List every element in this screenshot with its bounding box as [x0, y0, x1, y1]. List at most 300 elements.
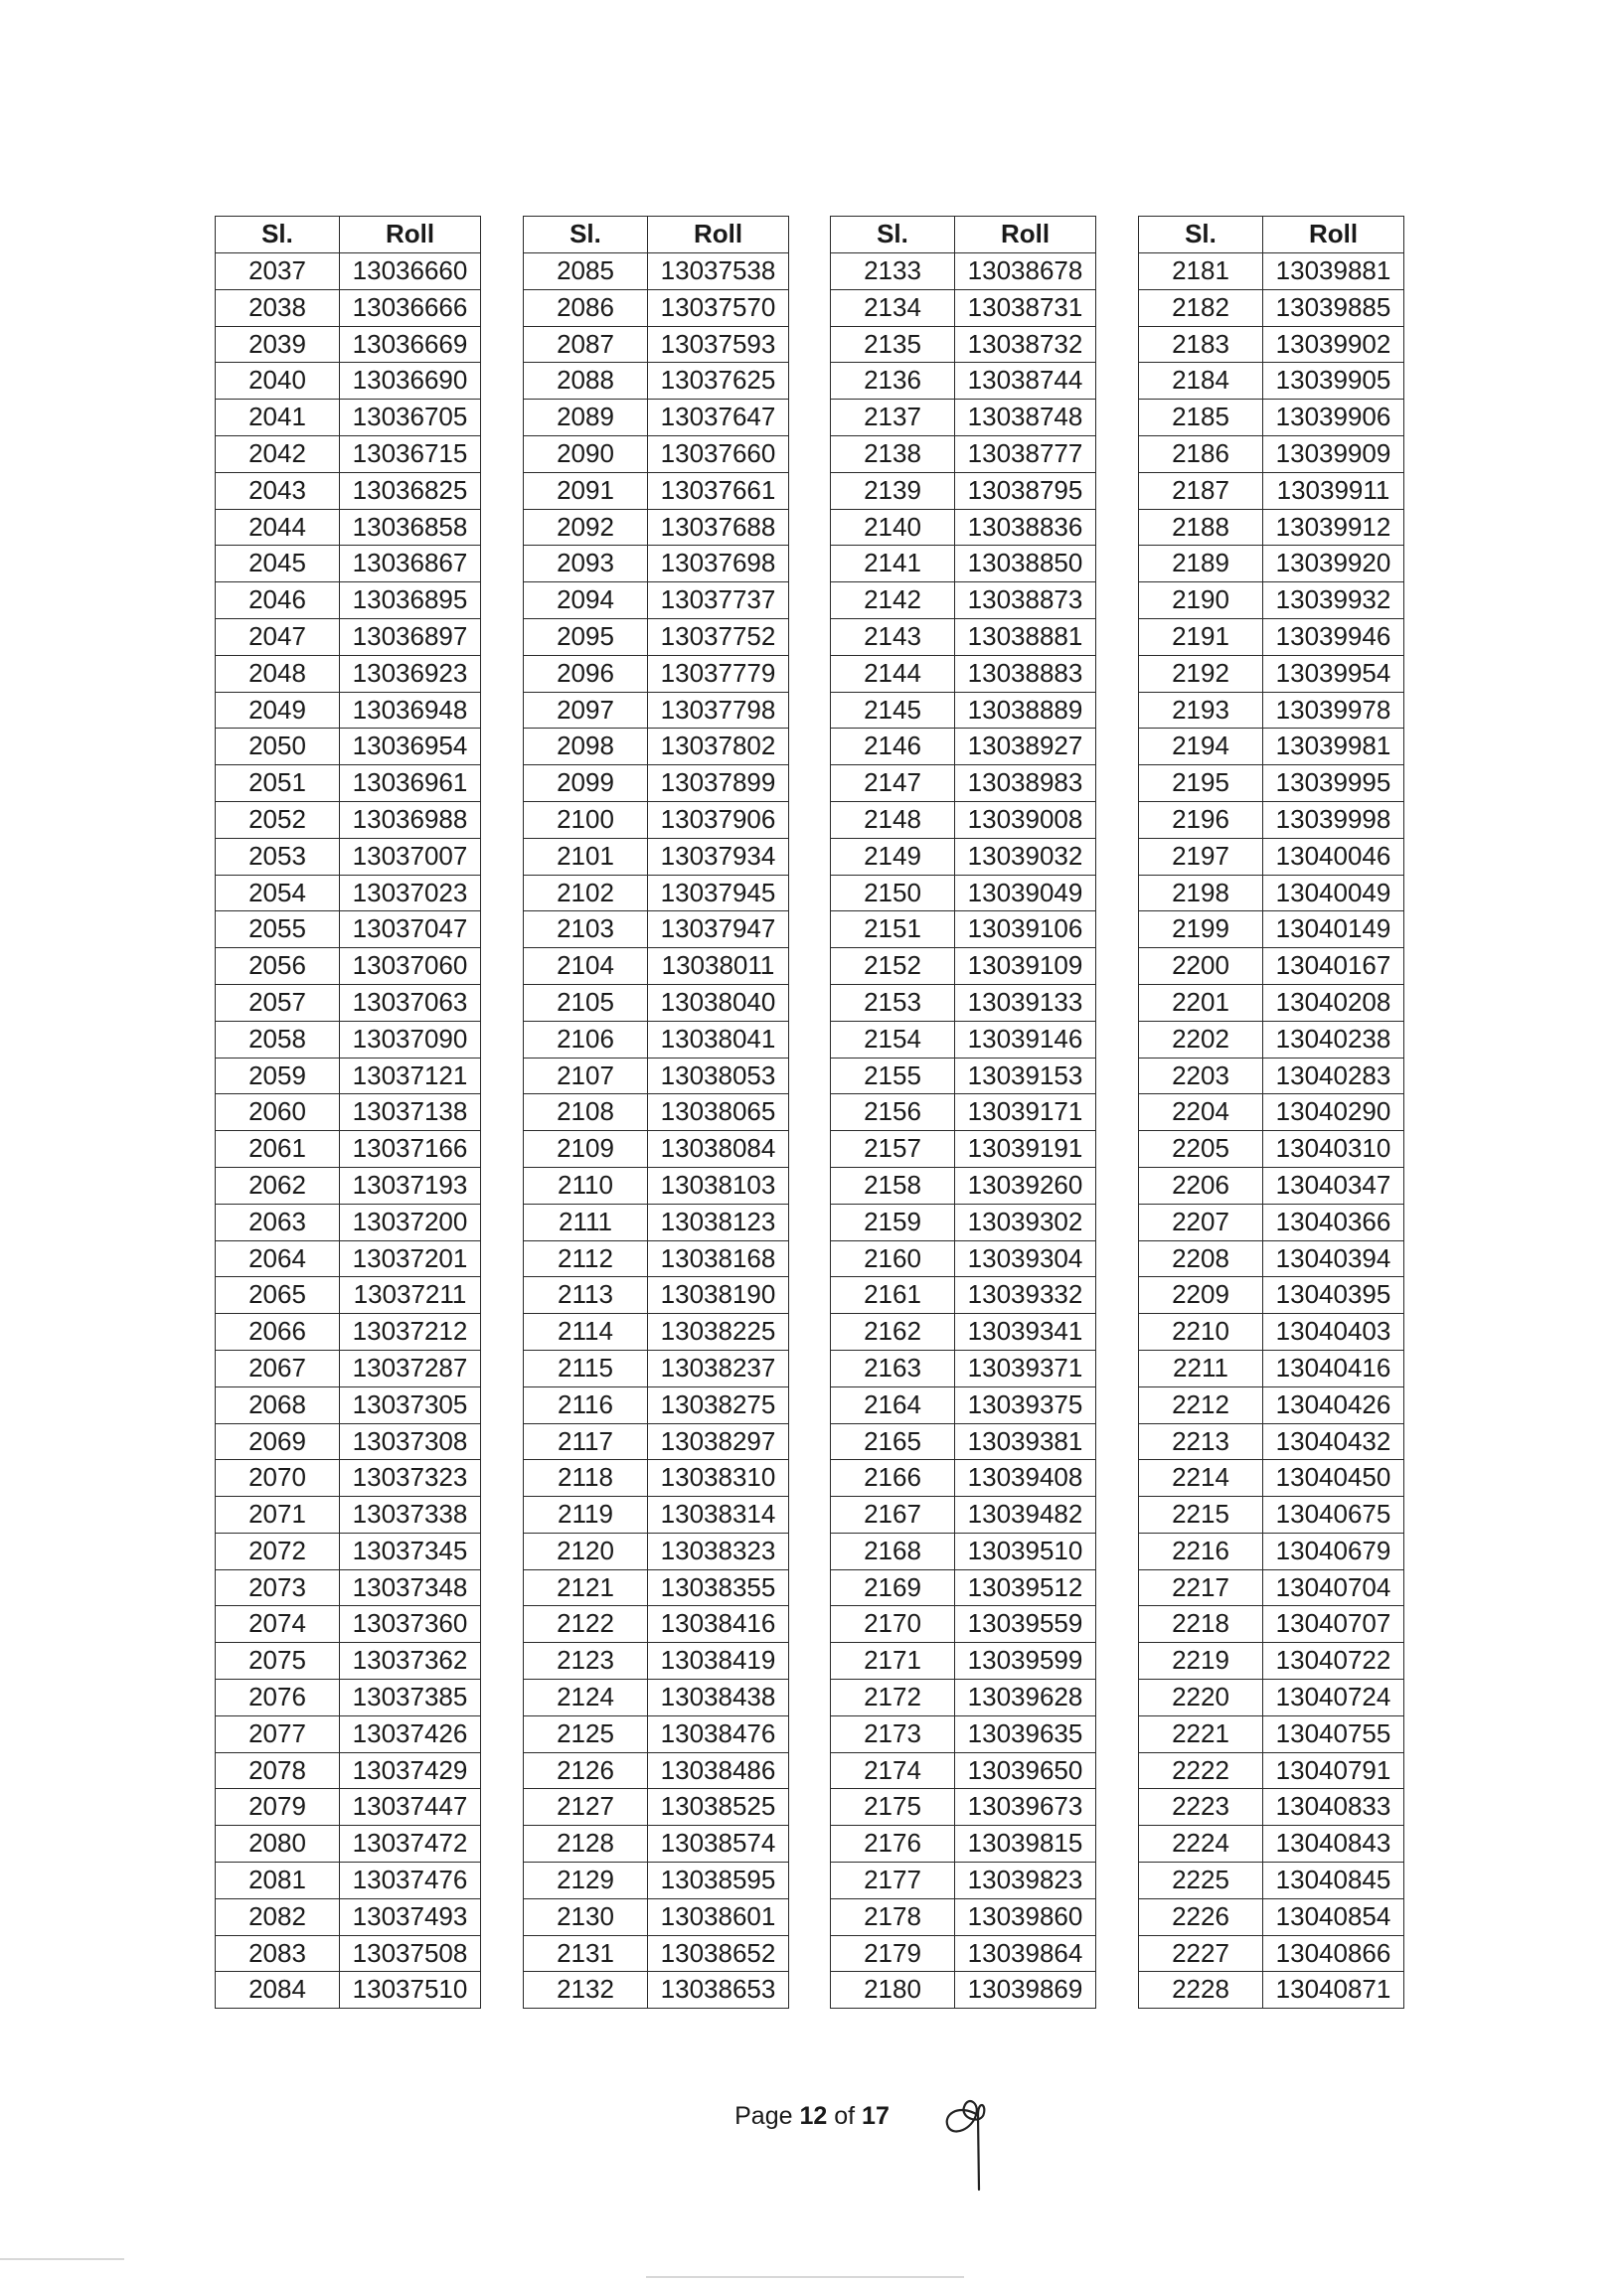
table-row — [1139, 1094, 1404, 1131]
roll-cell: 13037201 — [340, 1240, 481, 1277]
sl-cell: 2068 — [216, 1386, 340, 1423]
roll-cell: 13040724 — [1263, 1680, 1404, 1716]
roll-cell: 13040310 — [1263, 1131, 1404, 1168]
sl-cell: 2077 — [216, 1715, 340, 1752]
roll-cell: 13040403 — [1263, 1314, 1404, 1351]
table-row — [216, 1752, 481, 1789]
sl-cell: 2045 — [216, 546, 340, 582]
table-row — [216, 1789, 481, 1826]
sl-cell: 2189 — [1139, 546, 1263, 582]
sl-cell: 2143 — [831, 618, 955, 655]
table-row — [524, 1898, 789, 1935]
sl-cell: 2054 — [216, 875, 340, 911]
sl-cell: 2105 — [524, 984, 648, 1021]
sl-cell: 2050 — [216, 729, 340, 765]
sl-cell: 2044 — [216, 509, 340, 546]
sl-cell: 2201 — [1139, 984, 1263, 1021]
sl-cell: 2197 — [1139, 838, 1263, 875]
sl-cell: 2151 — [831, 911, 955, 948]
table-row — [524, 472, 789, 509]
table-row — [524, 1643, 789, 1680]
roll-cell: 13038748 — [955, 400, 1096, 436]
roll-cell: 13039815 — [955, 1826, 1096, 1863]
sl-cell: 2059 — [216, 1058, 340, 1094]
roll-cell: 13038795 — [955, 472, 1096, 509]
sl-cell: 2178 — [831, 1898, 955, 1935]
sl-cell: 2142 — [831, 582, 955, 619]
sl-cell: 2081 — [216, 1863, 340, 1899]
roll-cell: 13037538 — [648, 253, 789, 290]
table-row — [216, 1277, 481, 1314]
table-row — [216, 1972, 481, 2009]
roll-cell: 13039375 — [955, 1386, 1096, 1423]
sl-cell: 2130 — [524, 1898, 648, 1935]
roll-cell: 13036666 — [340, 289, 481, 326]
table-row — [524, 765, 789, 802]
roll-cell: 13040238 — [1263, 1021, 1404, 1058]
roll-cell: 13039635 — [955, 1715, 1096, 1752]
roll-cell: 13038103 — [648, 1167, 789, 1204]
roll-cell: 13036948 — [340, 692, 481, 729]
sl-cell: 2089 — [524, 400, 648, 436]
table-row — [831, 435, 1096, 472]
sl-cell: 2042 — [216, 435, 340, 472]
sl-cell: 2134 — [831, 289, 955, 326]
table-row — [216, 289, 481, 326]
roll-cell: 13037625 — [648, 363, 789, 400]
table-row — [831, 801, 1096, 838]
roll-cell: 13040755 — [1263, 1715, 1404, 1752]
table-row — [831, 1752, 1096, 1789]
roll-cell: 13037047 — [340, 911, 481, 948]
sl-cell: 2175 — [831, 1789, 955, 1826]
signature-icon — [938, 2085, 998, 2195]
roll-cell: 13038883 — [955, 655, 1096, 692]
roll-cell: 13037508 — [340, 1935, 481, 1972]
table-row — [831, 582, 1096, 619]
table-row — [831, 289, 1096, 326]
roll-cell: 13039932 — [1263, 582, 1404, 619]
table-row — [524, 1497, 789, 1534]
table-row — [524, 1460, 789, 1497]
table-row — [216, 1058, 481, 1094]
sl-cell: 2207 — [1139, 1204, 1263, 1240]
sl-cell: 2222 — [1139, 1752, 1263, 1789]
table-row — [831, 1715, 1096, 1752]
page-footer — [0, 2102, 1624, 2131]
sl-cell: 2164 — [831, 1386, 955, 1423]
table-row — [524, 435, 789, 472]
roll-cell: 13037305 — [340, 1386, 481, 1423]
table-row — [524, 289, 789, 326]
table-row — [524, 655, 789, 692]
sl-header: Sl. — [1139, 217, 1263, 253]
roll-cell: 13037899 — [648, 765, 789, 802]
table-row — [831, 1643, 1096, 1680]
roll-cell: 13039860 — [955, 1898, 1096, 1935]
sl-cell: 2149 — [831, 838, 955, 875]
sl-cell: 2227 — [1139, 1935, 1263, 1972]
roll-cell: 13036961 — [340, 765, 481, 802]
sl-cell: 2136 — [831, 363, 955, 400]
table-row — [216, 692, 481, 729]
sl-cell: 2070 — [216, 1460, 340, 1497]
table-row — [216, 1167, 481, 1204]
sl-cell: 2184 — [1139, 363, 1263, 400]
roll-cell: 13037063 — [340, 984, 481, 1021]
sl-cell: 2140 — [831, 509, 955, 546]
roll-cell: 13038732 — [955, 326, 1096, 363]
sl-cell: 2153 — [831, 984, 955, 1021]
roll-cell: 13038011 — [648, 948, 789, 985]
table-row — [524, 1715, 789, 1752]
sl-cell: 2085 — [524, 253, 648, 290]
table-row — [831, 1460, 1096, 1497]
roll-cell: 13040416 — [1263, 1350, 1404, 1386]
roll-cell: 13039332 — [955, 1277, 1096, 1314]
sl-cell: 2188 — [1139, 509, 1263, 546]
sl-cell: 2095 — [524, 618, 648, 655]
sl-cell: 2150 — [831, 875, 955, 911]
table-row — [831, 1423, 1096, 1460]
roll-cell: 13039954 — [1263, 655, 1404, 692]
table-row — [216, 1533, 481, 1569]
sl-cell: 2220 — [1139, 1680, 1263, 1716]
roll-cell: 13040871 — [1263, 1972, 1404, 2009]
roll-cell: 13036923 — [340, 655, 481, 692]
sl-cell: 2102 — [524, 875, 648, 911]
table-row — [831, 655, 1096, 692]
table-row — [831, 765, 1096, 802]
sl-cell: 2162 — [831, 1314, 955, 1351]
table-row — [1139, 655, 1404, 692]
table-row — [216, 1898, 481, 1935]
table-row — [831, 1898, 1096, 1935]
roll-cell: 13037660 — [648, 435, 789, 472]
table-row — [216, 838, 481, 875]
table-row — [1139, 509, 1404, 546]
roll-cell: 13038355 — [648, 1569, 789, 1606]
roll-cell: 13037593 — [648, 326, 789, 363]
roll-cell: 13038850 — [955, 546, 1096, 582]
roll-cell: 13037688 — [648, 509, 789, 546]
sl-header: Sl. — [216, 217, 340, 253]
table-row — [216, 1131, 481, 1168]
roll-cell: 13040049 — [1263, 875, 1404, 911]
total-pages: 17 — [862, 2102, 890, 2130]
roll-cell: 13039260 — [955, 1167, 1096, 1204]
table-row — [216, 655, 481, 692]
sl-cell: 2116 — [524, 1386, 648, 1423]
sl-cell: 2060 — [216, 1094, 340, 1131]
roll-cell: 13037211 — [340, 1277, 481, 1314]
table-row — [524, 1680, 789, 1716]
roll-cell: 13040426 — [1263, 1386, 1404, 1423]
roll-cell: 13038983 — [955, 765, 1096, 802]
roll-cell: 13037510 — [340, 1972, 481, 2009]
roll-cell: 13039981 — [1263, 729, 1404, 765]
roll-cell: 13037323 — [340, 1460, 481, 1497]
sl-cell: 2148 — [831, 801, 955, 838]
table-row — [1139, 984, 1404, 1021]
roll-cell: 13037947 — [648, 911, 789, 948]
table-row — [524, 1021, 789, 1058]
sl-cell: 2217 — [1139, 1569, 1263, 1606]
table-row — [1139, 1752, 1404, 1789]
sl-cell: 2084 — [216, 1972, 340, 2009]
sl-cell: 2212 — [1139, 1386, 1263, 1423]
roll-cell: 13039153 — [955, 1058, 1096, 1094]
sl-cell: 2221 — [1139, 1715, 1263, 1752]
roll-cell: 13039381 — [955, 1423, 1096, 1460]
sl-cell: 2206 — [1139, 1167, 1263, 1204]
roll-cell: 13039650 — [955, 1752, 1096, 1789]
sl-cell: 2226 — [1139, 1898, 1263, 1935]
sl-cell: 2171 — [831, 1643, 955, 1680]
table-row — [524, 582, 789, 619]
sl-cell: 2146 — [831, 729, 955, 765]
sl-cell: 2129 — [524, 1863, 648, 1899]
table-row — [216, 1826, 481, 1863]
table-row — [1139, 801, 1404, 838]
sl-cell: 2098 — [524, 729, 648, 765]
table-row — [1139, 1021, 1404, 1058]
sl-cell: 2185 — [1139, 400, 1263, 436]
table-row — [831, 1789, 1096, 1826]
sl-cell: 2159 — [831, 1204, 955, 1240]
table-row — [524, 1094, 789, 1131]
sl-cell: 2214 — [1139, 1460, 1263, 1497]
table-row — [524, 326, 789, 363]
sl-cell: 2163 — [831, 1350, 955, 1386]
sl-cell: 2109 — [524, 1131, 648, 1168]
roll-cell: 13039920 — [1263, 546, 1404, 582]
table-row — [524, 911, 789, 948]
table-row — [1139, 546, 1404, 582]
roll-cell: 13040432 — [1263, 1423, 1404, 1460]
sl-cell: 2202 — [1139, 1021, 1263, 1058]
page-number: 12 — [799, 2102, 828, 2130]
roll-cell: 13037308 — [340, 1423, 481, 1460]
roll-cell: 13037945 — [648, 875, 789, 911]
roll-cell: 13036669 — [340, 326, 481, 363]
sl-cell: 2122 — [524, 1606, 648, 1643]
sl-cell: 2161 — [831, 1277, 955, 1314]
table-row — [831, 1533, 1096, 1569]
sl-cell: 2061 — [216, 1131, 340, 1168]
roll-cell: 13038601 — [648, 1898, 789, 1935]
table-row — [1139, 472, 1404, 509]
roll-cell: 13037752 — [648, 618, 789, 655]
table-row — [831, 1240, 1096, 1277]
roll-cell: 13037348 — [340, 1569, 481, 1606]
table-row — [1139, 1863, 1404, 1899]
table-row — [1139, 1826, 1404, 1863]
roll-cell: 13039998 — [1263, 801, 1404, 838]
table-row — [524, 1423, 789, 1460]
table-row — [524, 1131, 789, 1168]
table-row — [831, 1826, 1096, 1863]
table-row — [831, 1497, 1096, 1534]
table-row — [524, 1606, 789, 1643]
table-row — [524, 838, 789, 875]
sl-cell: 2063 — [216, 1204, 340, 1240]
sl-cell: 2096 — [524, 655, 648, 692]
roll-cell: 13038927 — [955, 729, 1096, 765]
sl-cell: 2108 — [524, 1094, 648, 1131]
table-row — [1139, 326, 1404, 363]
roll-cell: 13039978 — [1263, 692, 1404, 729]
table-header-row — [216, 217, 481, 253]
table-row — [1139, 253, 1404, 290]
roll-cell: 13038419 — [648, 1643, 789, 1680]
sl-cell: 2123 — [524, 1643, 648, 1680]
sl-cell: 2199 — [1139, 911, 1263, 948]
table-row — [1139, 618, 1404, 655]
roll-cell: 13039559 — [955, 1606, 1096, 1643]
table-row — [831, 984, 1096, 1021]
table-row — [524, 1935, 789, 1972]
sl-cell: 2147 — [831, 765, 955, 802]
roll-cell: 13040149 — [1263, 911, 1404, 948]
roll-cell: 13038237 — [648, 1350, 789, 1386]
roll-cell: 13039482 — [955, 1497, 1096, 1534]
table-row — [831, 1094, 1096, 1131]
roll-cell: 13036897 — [340, 618, 481, 655]
table-row — [1139, 1058, 1404, 1094]
roll-cell: 13039864 — [955, 1935, 1096, 1972]
table-row — [524, 1789, 789, 1826]
sl-cell: 2182 — [1139, 289, 1263, 326]
roll-cell: 13039909 — [1263, 435, 1404, 472]
roll-cell: 13039133 — [955, 984, 1096, 1021]
roll-cell: 13038053 — [648, 1058, 789, 1094]
roll-cell: 13038168 — [648, 1240, 789, 1277]
sl-cell: 2072 — [216, 1533, 340, 1569]
sl-cell: 2139 — [831, 472, 955, 509]
roll-cell: 13038323 — [648, 1533, 789, 1569]
sl-cell: 2173 — [831, 1715, 955, 1752]
table-row — [524, 618, 789, 655]
sl-cell: 2074 — [216, 1606, 340, 1643]
roll-cell: 13038040 — [648, 984, 789, 1021]
sl-cell: 2169 — [831, 1569, 955, 1606]
table-row — [1139, 948, 1404, 985]
roll-cell: 13039302 — [955, 1204, 1096, 1240]
table-row — [524, 1752, 789, 1789]
sl-cell: 2100 — [524, 801, 648, 838]
sl-cell: 2138 — [831, 435, 955, 472]
table-row — [831, 618, 1096, 655]
sl-cell: 2137 — [831, 400, 955, 436]
roll-header: Roll — [1263, 217, 1404, 253]
table-row — [524, 1314, 789, 1351]
sl-cell: 2219 — [1139, 1643, 1263, 1680]
table-row — [524, 875, 789, 911]
table-row — [216, 1094, 481, 1131]
table-row — [524, 546, 789, 582]
sl-cell: 2099 — [524, 765, 648, 802]
roll-header: Roll — [340, 217, 481, 253]
roll-cell: 13038310 — [648, 1460, 789, 1497]
roll-cell: 13037212 — [340, 1314, 481, 1351]
sl-cell: 2190 — [1139, 582, 1263, 619]
sl-cell: 2040 — [216, 363, 340, 400]
table-row — [524, 1350, 789, 1386]
sl-cell: 2155 — [831, 1058, 955, 1094]
roll-cell: 13038881 — [955, 618, 1096, 655]
sl-cell: 2192 — [1139, 655, 1263, 692]
table-row — [831, 1680, 1096, 1716]
roll-cell: 13038836 — [955, 509, 1096, 546]
sl-cell: 2218 — [1139, 1606, 1263, 1643]
sl-cell: 2195 — [1139, 765, 1263, 802]
roll-cell: 13037007 — [340, 838, 481, 875]
sl-cell: 2124 — [524, 1680, 648, 1716]
table-row — [524, 1386, 789, 1423]
roll-cell: 13038678 — [955, 253, 1096, 290]
table-row — [524, 363, 789, 400]
roll-table-1 — [215, 216, 481, 2009]
table-row — [831, 948, 1096, 985]
table-row — [216, 1350, 481, 1386]
roll-cell: 13040722 — [1263, 1643, 1404, 1680]
roll-cell: 13037166 — [340, 1131, 481, 1168]
table-row — [216, 1643, 481, 1680]
roll-cell: 13039304 — [955, 1240, 1096, 1277]
table-row — [524, 1277, 789, 1314]
roll-cell: 13039869 — [955, 1972, 1096, 2009]
sl-cell: 2092 — [524, 509, 648, 546]
sl-cell: 2194 — [1139, 729, 1263, 765]
roll-header: Roll — [955, 217, 1096, 253]
roll-cell: 13039049 — [955, 875, 1096, 911]
roll-cell: 13039510 — [955, 1533, 1096, 1569]
table-row — [831, 1972, 1096, 2009]
roll-cell: 13036825 — [340, 472, 481, 509]
sl-cell: 2075 — [216, 1643, 340, 1680]
roll-cell: 13039881 — [1263, 253, 1404, 290]
sl-cell: 2157 — [831, 1131, 955, 1168]
sl-cell: 2225 — [1139, 1863, 1263, 1899]
sl-cell: 2117 — [524, 1423, 648, 1460]
sl-cell: 2103 — [524, 911, 648, 948]
roll-cell: 13037493 — [340, 1898, 481, 1935]
table-row — [216, 1423, 481, 1460]
table-row — [1139, 400, 1404, 436]
roll-cell: 13040046 — [1263, 838, 1404, 875]
table-row — [831, 1863, 1096, 1899]
roll-cell: 13039032 — [955, 838, 1096, 875]
sl-cell: 2167 — [831, 1497, 955, 1534]
table-row — [216, 1460, 481, 1497]
sl-cell: 2145 — [831, 692, 955, 729]
sl-cell: 2213 — [1139, 1423, 1263, 1460]
sl-cell: 2168 — [831, 1533, 955, 1569]
roll-cell: 13037429 — [340, 1752, 481, 1789]
sl-cell: 2066 — [216, 1314, 340, 1351]
sl-cell: 2091 — [524, 472, 648, 509]
roll-cell: 13040208 — [1263, 984, 1404, 1021]
sl-cell: 2181 — [1139, 253, 1263, 290]
sl-cell: 2216 — [1139, 1533, 1263, 1569]
table-row — [1139, 1643, 1404, 1680]
table-row — [216, 1863, 481, 1899]
roll-cell: 13039371 — [955, 1350, 1096, 1386]
table-row — [216, 1569, 481, 1606]
table-row — [216, 1240, 481, 1277]
table-row — [831, 1314, 1096, 1351]
